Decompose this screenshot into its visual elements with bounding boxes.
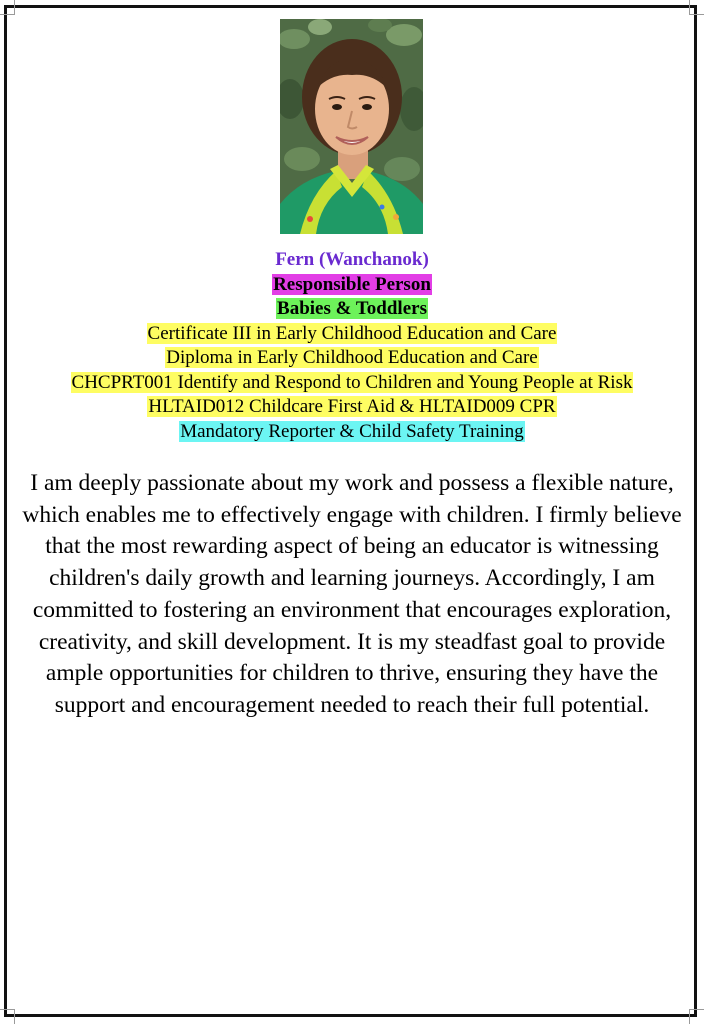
crop-mark-bottom-left (0, 1009, 15, 1024)
crop-mark-top-left (0, 0, 15, 15)
room-label: Babies & Toddlers (277, 298, 427, 319)
qualification-item: CHCPRT001 Identify and Respond to Children and Young People at Risk (71, 371, 633, 393)
qualification-item: HLTAID012 Childcare First Aid & HLTAID009 CPR (148, 396, 556, 417)
staff-name: Fern (Wanchanok) (275, 249, 429, 270)
training-item: Mandatory Reporter & Child Safety Training (180, 420, 524, 442)
crop-mark-top-right (689, 0, 704, 15)
qualification-item: Diploma in Early Childhood Education and Care (166, 347, 538, 368)
portrait-photo (280, 19, 423, 234)
crop-mark-bottom-right (689, 1009, 704, 1024)
credentials-block (0, 248, 704, 444)
portrait-illustration (280, 19, 423, 234)
bio-paragraph: I am deeply passionate about my work and possess a flexible nature, which enables me to effectively engage with children. I firmly believe that the most rewarding aspect of being an educator is witnessing children's daily growth and learning journeys. Accordingly, I am committed to fostering an environment that encourages exploration, creativity, and skill development. It is my steadfast goal to provide ample opportunities for children to thrive, ensuring they have the support and encouragement needed to reach their full potential. (22, 470, 682, 718)
role-title: Responsible Person (273, 273, 431, 295)
qualification-item: Certificate III in Early Childhood Education and Care (147, 322, 557, 344)
